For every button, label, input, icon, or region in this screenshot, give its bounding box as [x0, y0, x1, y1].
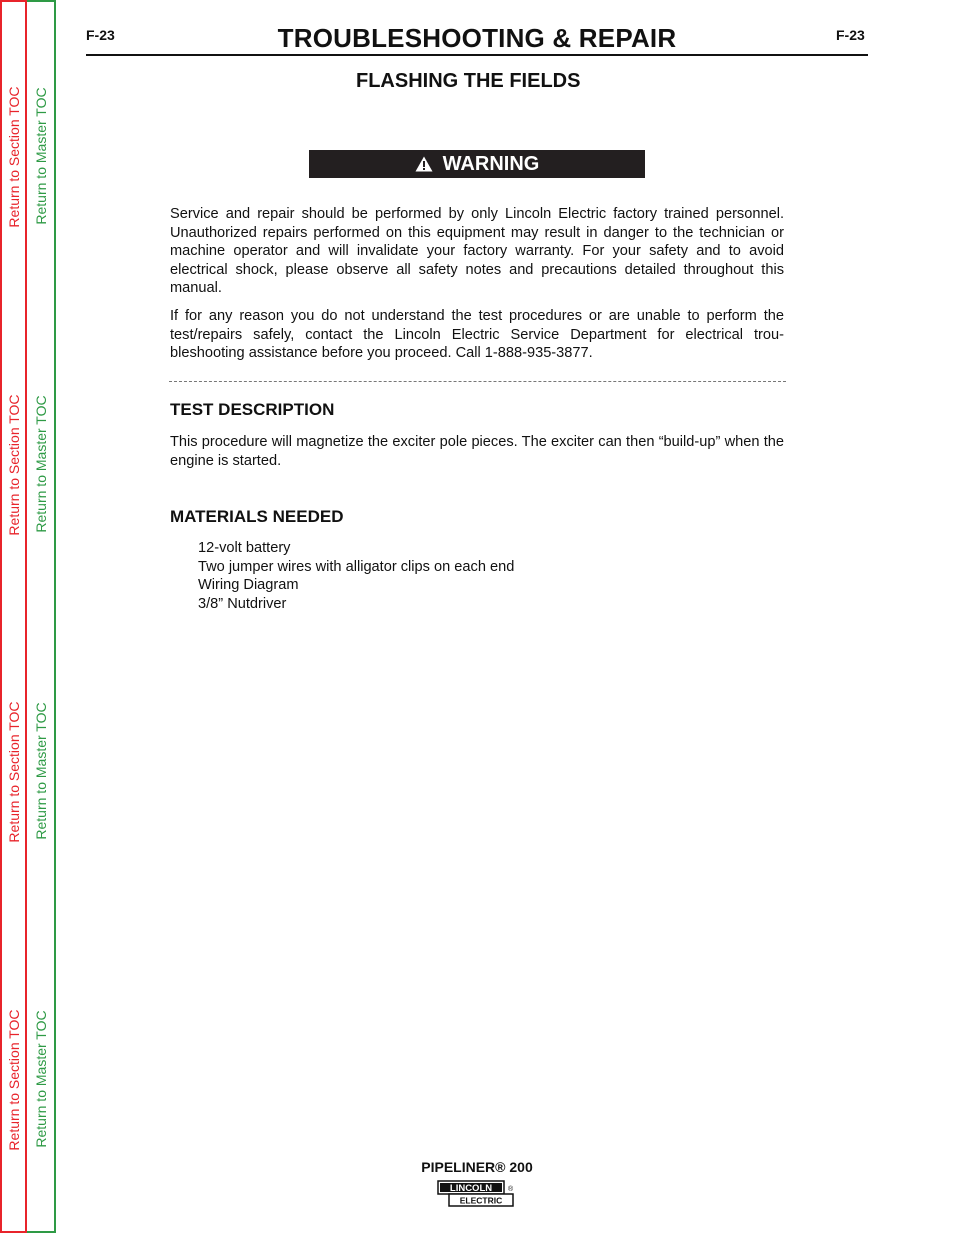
test-description-heading: TEST DESCRIPTION	[170, 400, 335, 419]
warning-label: WARNING	[442, 153, 540, 175]
master-toc-column	[27, 0, 56, 1233]
logo-top-text: LINCOLN	[449, 1183, 493, 1194]
page-number-left: F-23	[86, 27, 115, 43]
materials-list	[198, 539, 514, 613]
return-to-section-toc-link[interactable]: Return to Section TOC	[5, 394, 22, 536]
warning-paragraph: Service and repair should be performed by only Lincoln Electric factory trained personnel. Unauthorized repairs performed on this equipment may result in danger to the technician or machine operator and will invalidate your factory warranty. For your safety and to avoid electrical shock, please observe all safety notes and precautions detailed throughout this manual.	[170, 206, 784, 297]
return-to-master-toc-link[interactable]: Return to Master TOC	[32, 395, 49, 533]
warning-triangle-icon	[415, 156, 433, 172]
return-to-master-toc-link[interactable]: Return to Master TOC	[32, 702, 49, 840]
page-number-right: F-23	[836, 27, 865, 43]
dashed-divider	[169, 381, 786, 382]
test-description-text: This procedure will magnetize the exciter pole pieces. The exciter can then “build-up” when the engine is started.	[170, 434, 784, 469]
materials-list-item: Wiring Diagram	[198, 577, 299, 594]
logo-bottom-text: ELECTRIC	[459, 1195, 503, 1206]
materials-list-item: 3/8” Nutdriver	[198, 595, 287, 612]
page-title: TROUBLESHOOTING & REPAIR	[277, 23, 677, 53]
model-name: PIPELINER® 200	[421, 1159, 533, 1175]
title-rule	[86, 54, 868, 56]
return-to-master-toc-link[interactable]: Return to Master TOC	[32, 1010, 49, 1148]
return-to-section-toc-link[interactable]: Return to Section TOC	[5, 86, 22, 228]
lincoln-electric-logo	[437, 1180, 515, 1208]
return-to-section-toc-link[interactable]: Return to Section TOC	[5, 1009, 22, 1151]
materials-list-item: Two jumper wires with alligator clips on each end	[198, 558, 515, 575]
warning-paragraph: If for any reason you do not understand the test procedures or are unable to perform the test/repairs safely, contact the Lincoln Electric Service Department for electrical trou-bleshooting assistance before you proceed. Call 1-888-935-3877.	[170, 308, 784, 362]
section-toc-column	[0, 0, 27, 1233]
logo-registered-mark: ®	[508, 1186, 514, 1193]
return-to-master-toc-link[interactable]: Return to Master TOC	[32, 87, 49, 225]
materials-heading: MATERIALS NEEDED	[170, 507, 344, 526]
return-to-section-toc-link[interactable]: Return to Section TOC	[5, 701, 22, 843]
materials-list-item: 12-volt battery	[198, 540, 291, 556]
warning-banner	[309, 150, 645, 178]
section-title: FLASHING THE FIELDS	[356, 70, 581, 92]
